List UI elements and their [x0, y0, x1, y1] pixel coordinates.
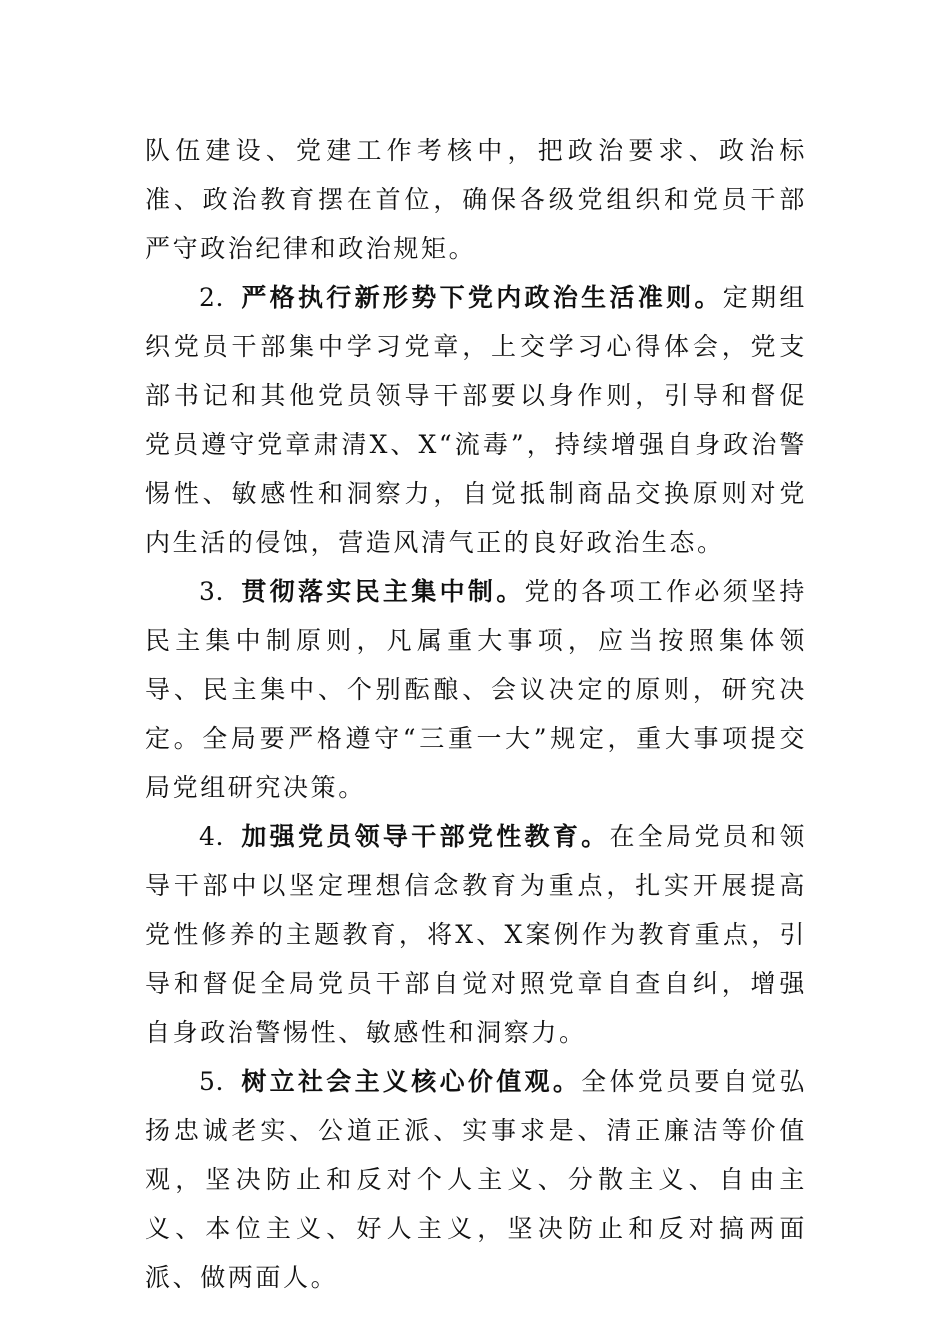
item-5-paragraph — [145, 1057, 807, 1302]
item-body: 定期组织党员干部集中学习党章，上交学习心得体会，党支部书记和其他党员领导干部要以身作则，引导和督促党员遵守党章肃清X、X“流毒”，持续增强自身政治警惕性、敏感性和洞察力，自觉抵制商品交换原则对党内生活的侵蚀，营造风清气正的良好政治生态。 — [145, 283, 808, 557]
item-heading: 加强党员领导干部党性教育。 — [241, 822, 610, 851]
item-number: 2． — [199, 283, 242, 312]
item-3-paragraph — [145, 567, 807, 812]
item-body: 在全局党员和领导干部中以坚定理想信念教育为重点，扎实开展提高党性修养的主题教育，将X、X案例作为教育重点，引导和督促全局党员干部自觉对照党章自查自纠，增强自身政治警惕性、敏感性和洞察力。 — [145, 822, 807, 1047]
item-number: 3． — [199, 577, 242, 606]
item-body: 党的各项工作必须坚持民主集中制原则，凡属重大事项，应当按照集体领导、民主集中、个别酝酿、会议决定的原则，研究决定。全局要严格遵守“三重一大”规定，重大事项提交局党组研究决策。 — [145, 577, 807, 802]
item-4-paragraph — [145, 812, 807, 1057]
item-body: 全体党员要自觉弘扬忠诚老实、公道正派、实事求是、清正廉洁等价值观，坚决防止和反对个人主义、分散主义、自由主义、本位主义、好人主义，坚决防止和反对搞两面派、做两面人。 — [145, 1067, 807, 1292]
item-2-paragraph — [145, 273, 807, 567]
item-number: 5． — [199, 1067, 242, 1096]
paragraph-text: 队伍建设、党建工作考核中，把政治要求、政治标准、政治教育摆在首位，确保各级党组织和党员干部严守政治纪律和政治规矩。 — [145, 136, 807, 263]
item-heading: 贯彻落实民主集中制。 — [241, 577, 525, 606]
continuation-paragraph — [145, 126, 807, 273]
item-number: 4． — [199, 822, 242, 851]
document-body — [145, 126, 807, 1302]
item-heading: 树立社会主义核心价值观。 — [241, 1067, 582, 1096]
item-heading: 严格执行新形势下党内政治生活准则。 — [241, 283, 723, 312]
